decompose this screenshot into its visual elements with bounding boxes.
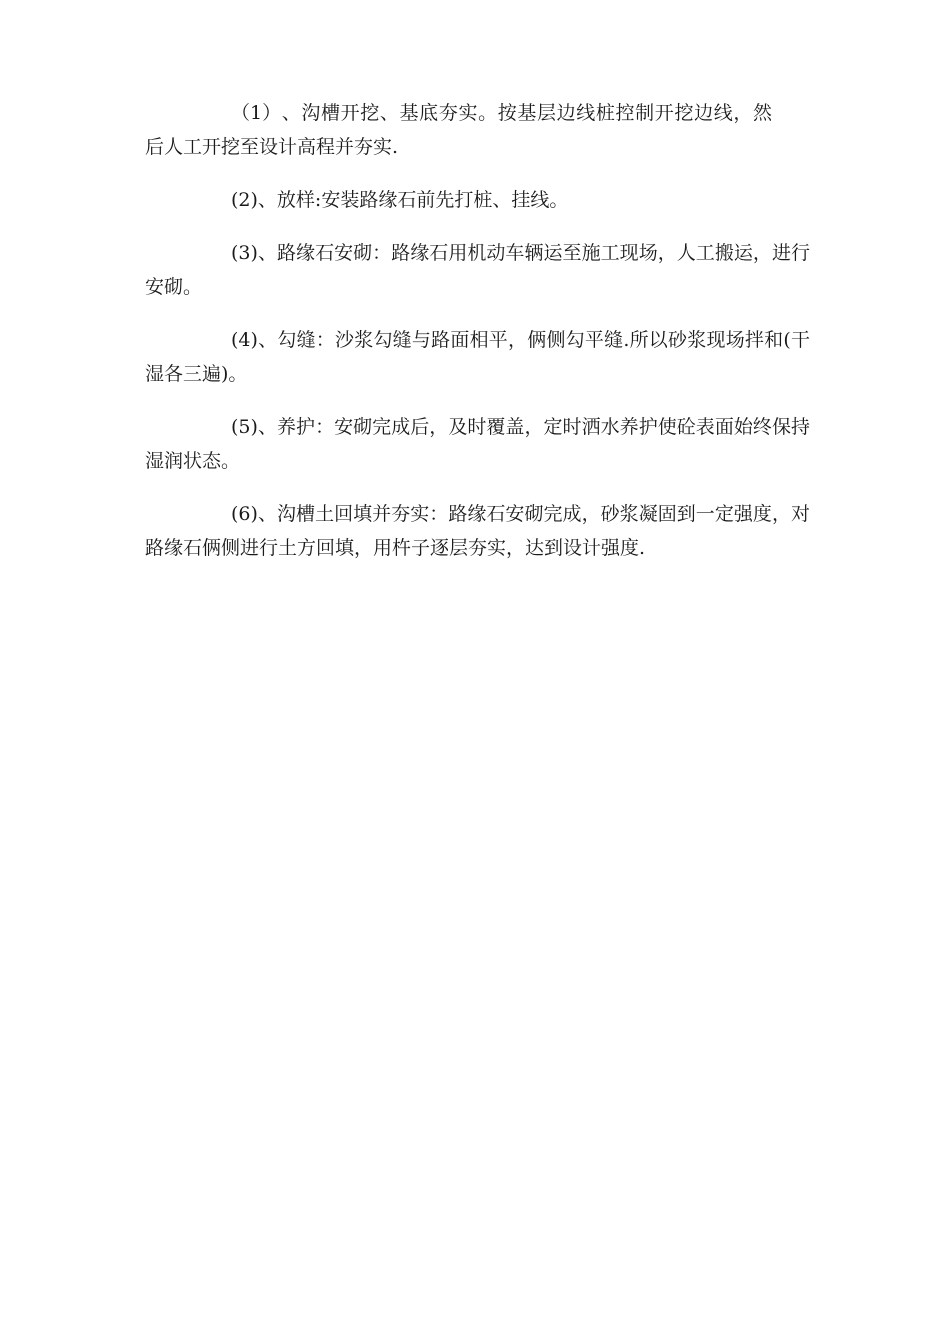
paragraph-3 xyxy=(145,236,810,304)
paragraph-2 xyxy=(145,183,810,217)
item-number: (2) xyxy=(231,189,258,211)
paragraph-4 xyxy=(145,323,810,391)
paragraph-1 xyxy=(145,96,772,164)
paragraph-6 xyxy=(145,497,810,565)
item-number: (4) xyxy=(231,329,258,351)
item-number: （1） xyxy=(231,102,282,124)
item-text: 、放样:安装路缘石前先打桩、挂线。 xyxy=(257,189,569,211)
paragraph-5 xyxy=(145,410,810,478)
item-text: 、沟槽土回填并夯实：路缘石安砌完成，砂浆凝固到一定强度，对路缘石俩侧进行土方回填，用杵子逐层夯实，达到设计强度. xyxy=(145,503,810,559)
document-body xyxy=(145,96,810,584)
item-text: 、沟槽开挖、基底夯实。按基层边线桩控制开挖边线，然后人工开挖至设计高程并夯实. xyxy=(145,102,772,158)
item-number: (5) xyxy=(231,416,258,438)
item-text: 、勾缝：沙浆勾缝与路面相平，俩侧勾平缝.所以砂浆现场拌和(干湿各三遍)。 xyxy=(145,329,810,385)
item-text: 、养护：安砌完成后，及时覆盖，定时洒水养护使砼表面始终保持湿润状态。 xyxy=(145,416,810,472)
item-number: (3) xyxy=(231,242,258,264)
item-number: (6) xyxy=(231,503,258,525)
item-text: 、路缘石安砌：路缘石用机动车辆运至施工现场，人工搬运，进行安砌。 xyxy=(145,242,810,298)
